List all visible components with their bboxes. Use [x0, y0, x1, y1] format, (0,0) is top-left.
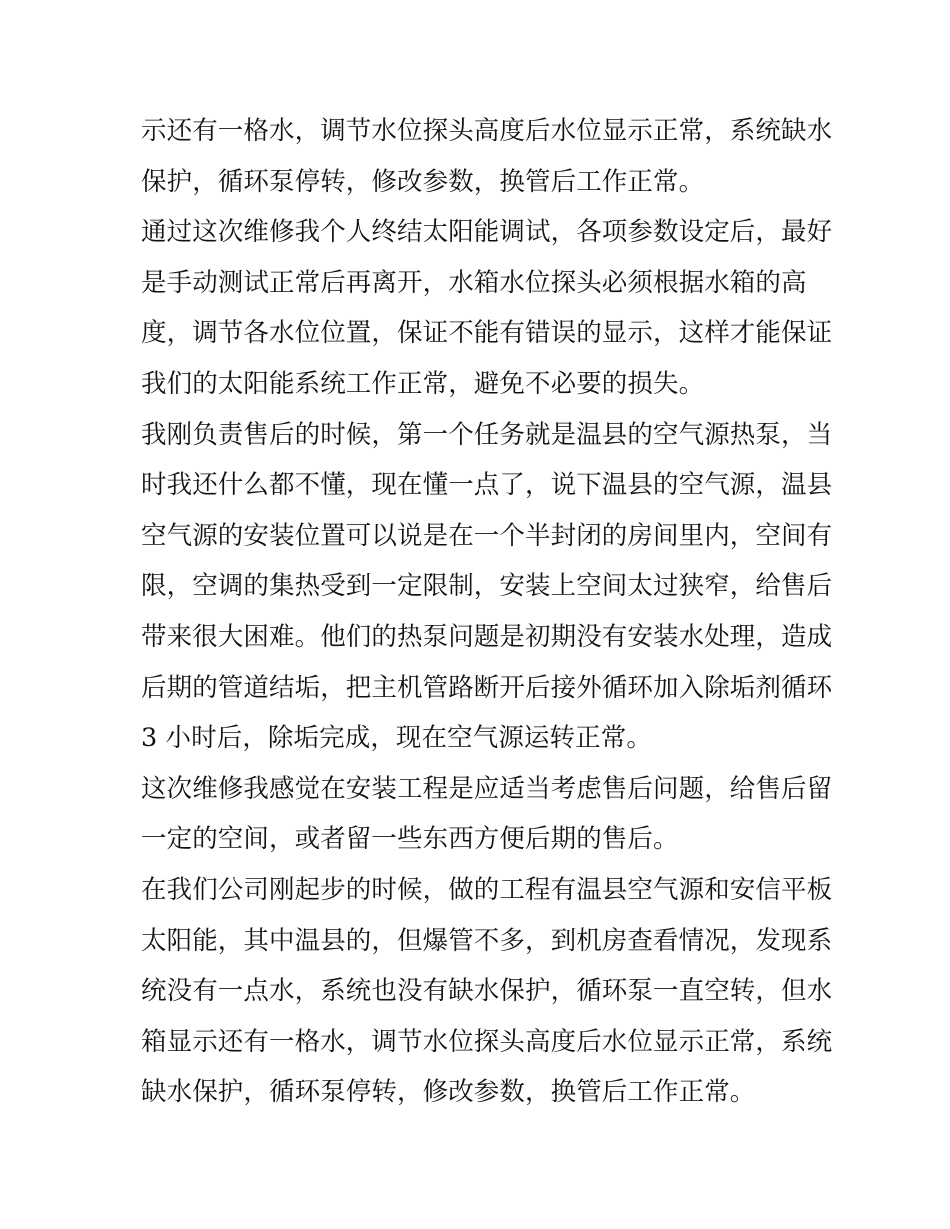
text-line: 箱显示还有一格水，调节水位探头高度后水位显示正常，系统: [141, 1026, 833, 1057]
text-line: 一定的空间，或者留一些东西方便后期的售后。: [141, 824, 679, 855]
text-line: 在我们公司刚起步的时候，做的工程有温县空气源和安信平板: [141, 874, 833, 905]
text-line: 限，空调的集热受到一定限制，安装上空间太过狭窄，给售后: [141, 571, 833, 602]
text-line: 时我还什么都不懂，现在懂一点了，说下温县的空气源，温县: [141, 470, 833, 501]
text-line: 我刚负责售后的时候，第一个任务就是温县的空气源热泵，当: [141, 419, 833, 450]
text-line: 我们的太阳能系统工作正常，避免不必要的损失。: [141, 368, 705, 399]
text-line: 3 小时后，除垢完成，现在空气源运转正常。: [141, 723, 652, 754]
text-line: 这次维修我感觉在安装工程是应适当考虑售后问题，给售后留: [141, 773, 833, 804]
text-line: 空气源的安装位置可以说是在一个半封闭的房间里内，空间有: [141, 520, 833, 551]
document-body: [141, 106, 833, 1118]
text-line: 通过这次维修我个人终结太阳能调试，各项参数设定后，最好: [141, 217, 833, 248]
text-line: 带来很大困难。他们的热泵问题是初期没有安装水处理，造成: [141, 621, 833, 652]
text-line: 后期的管道结垢，把主机管路断开后接外循环加入除垢剂循环: [141, 672, 833, 703]
text-line: 统没有一点水，系统也没有缺水保护，循环泵一直空转，但水: [141, 976, 833, 1007]
text-line: 度，调节各水位位置，保证不能有错误的显示，这样才能保证: [141, 318, 833, 349]
text-line: 缺水保护，循环泵停转，修改参数，换管后工作正常。: [141, 1077, 756, 1108]
text-line: 示还有一格水，调节水位探头高度后水位显示正常，系统缺水: [141, 116, 833, 146]
text-line: 是手动测试正常后再离开，水箱水位探头必须根据水箱的高: [141, 267, 807, 298]
text-line: 保护，循环泵停转，修改参数，换管后工作正常。: [141, 166, 705, 197]
text-line: 太阳能，其中温县的，但爆管不多，到机房查看情况，发现系: [141, 925, 833, 956]
